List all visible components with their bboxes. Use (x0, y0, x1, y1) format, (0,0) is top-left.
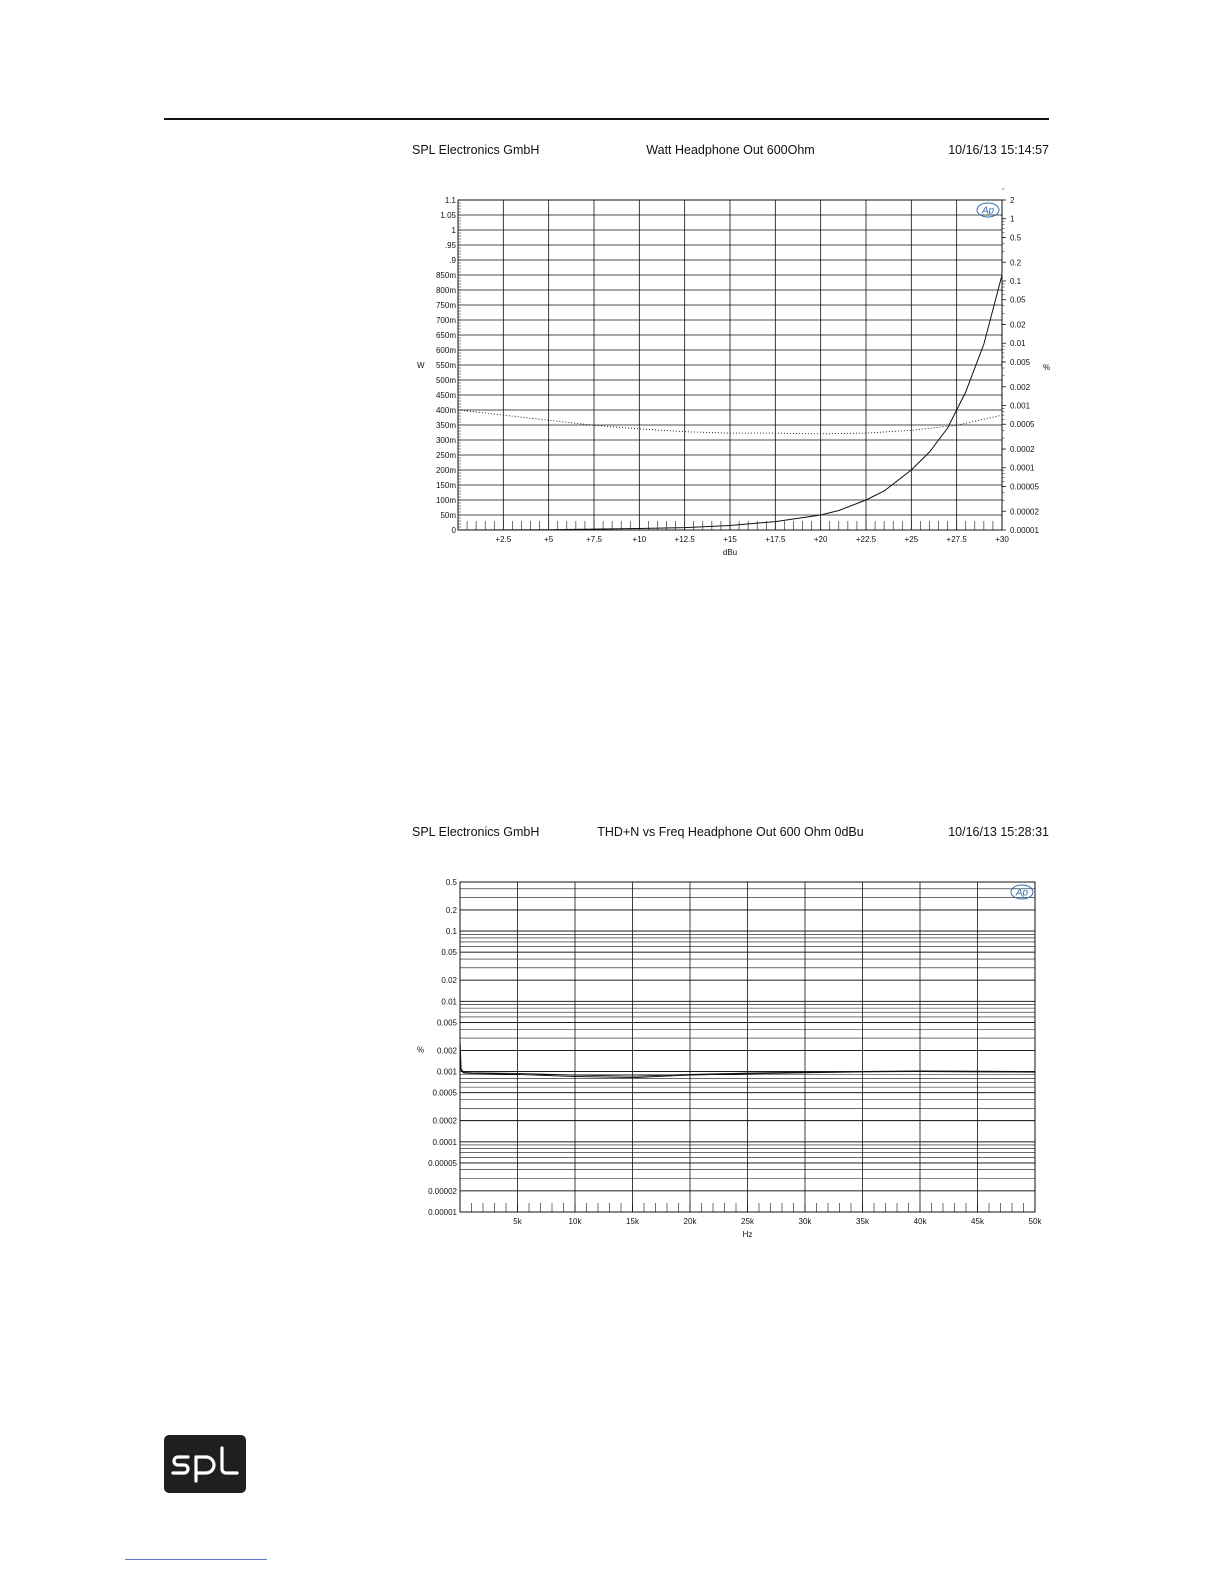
y-tick-label: 0.0005 (432, 1088, 457, 1098)
y-right-tick-label: 0.00002 (1010, 507, 1039, 517)
y-tick-label: 100m (435, 496, 456, 505)
y-right-tick-label: 0.001 (1010, 401, 1031, 411)
y-tick-label: 0.002 (436, 1046, 457, 1056)
x-tick-label: +10 (632, 535, 647, 544)
y-tick-label: 0.02 (441, 976, 457, 986)
spl-logo-mark (164, 1435, 246, 1493)
x-tick-label: +12.5 (674, 535, 695, 544)
y-right-tick-label: 0.0001 (1010, 463, 1035, 473)
thdn-freq-chart (400, 870, 1060, 1250)
y-right-tick-label: 0.2 (1010, 258, 1022, 268)
y-tick-label: 0.01 (441, 997, 457, 1007)
y-tick-label: 800m (435, 286, 456, 295)
y-tick-label: 1.05 (440, 211, 456, 220)
y-right-tick-label: 0.00001 (1010, 526, 1039, 535)
y-right-tick-label: 0.02 (1010, 320, 1026, 330)
y-tick-label: 750m (435, 301, 456, 310)
y-tick-label: 500m (435, 376, 456, 385)
y-tick-label: 850m (435, 271, 456, 280)
chart1-header (412, 143, 1049, 161)
watt-chart (400, 188, 1060, 568)
x-tick-label: 50k (1028, 1217, 1042, 1226)
y-tick-label: 0.2 (445, 905, 457, 915)
y-right-tick-label: 0.01 (1010, 339, 1026, 349)
y-right-tick-label: 0.002 (1010, 382, 1031, 392)
y-right-tick-label: 0.005 (1010, 357, 1031, 367)
chart2-title: THD+N vs Freq Headphone Out 600 Ohm 0dBu (597, 825, 864, 839)
y-right-tick-label: 0.5 (1010, 233, 1022, 243)
y-tick-label: 0 (451, 526, 456, 535)
ap-badge-text: Ap (981, 205, 995, 217)
x-tick-label: +22.5 (855, 535, 877, 544)
y-axis-label: % (417, 1045, 425, 1055)
y-tick-label: 0.1 (445, 927, 457, 937)
y-tick-label: 1.1 (444, 196, 456, 205)
y-tick-label: 0.00005 (428, 1158, 457, 1168)
x-tick-label: +2.5 (495, 535, 512, 544)
y-tick-label: .95 (444, 241, 456, 250)
y-tick-label: 0.05 (441, 948, 457, 958)
x-tick-label: 25k (741, 1217, 754, 1226)
chart2-company: SPL Electronics GmbH (412, 825, 540, 839)
y-tick-label: 0.001 (436, 1067, 457, 1077)
y-right-tick-label: 0.0005 (1010, 420, 1035, 430)
chart1-timestamp: 10/16/13 15:14:57 (948, 143, 1049, 157)
y-tick-label: .9 (449, 256, 456, 265)
y-tick-label: 650m (435, 331, 456, 340)
y-tick-label: 1 (451, 226, 456, 235)
ap-badge-text: Ap (1015, 887, 1029, 899)
x-tick-label: +17.5 (765, 535, 786, 544)
x-tick-label: +25 (904, 535, 919, 544)
chart2-timestamp: 10/16/13 15:28:31 (948, 825, 1049, 839)
y-tick-label: 200m (435, 466, 456, 475)
y-tick-label: 50m (440, 511, 456, 520)
y-right-tick-label: 0.00005 (1010, 482, 1039, 492)
y-tick-label: 150m (435, 481, 456, 490)
top-rule (164, 118, 1049, 120)
y-right-tick-label: 0.05 (1010, 295, 1026, 305)
chart1-company: SPL Electronics GmbH (412, 143, 540, 157)
y-tick-label: 450m (435, 391, 456, 400)
chart1-title: Watt Headphone Out 600Ohm (646, 143, 815, 157)
spl-logo (164, 1435, 246, 1493)
ap-badge (977, 203, 999, 217)
x-tick-label: 15k (626, 1217, 639, 1226)
y-tick-label: 700m (435, 316, 456, 325)
y-tick-label: 0.00002 (428, 1186, 457, 1196)
x-tick-label: 5k (513, 1217, 522, 1226)
y-right-tick-label: 2 (1010, 196, 1015, 205)
x-tick-label: 35k (856, 1217, 869, 1226)
y-right-tick-label: 0.0002 (1010, 445, 1035, 455)
y-tick-label: 550m (435, 361, 456, 370)
x-axis-label: dBu (722, 548, 738, 557)
x-tick-label: 10k (568, 1217, 582, 1226)
y-right-axis-label: % (1043, 363, 1051, 372)
y-right-tick-label: 0.1 (1010, 276, 1022, 286)
y-tick-label: 0.0002 (432, 1116, 457, 1126)
x-tick-label: +20 (813, 535, 828, 544)
x-tick-label: 45k (971, 1217, 984, 1226)
chart2-header (412, 825, 1049, 843)
y-tick-label: 600m (435, 346, 456, 355)
x-tick-label: +5 (544, 535, 554, 544)
x-tick-label: 30k (798, 1217, 812, 1226)
x-axis-label: Hz (742, 1230, 753, 1239)
x-tick-label: +15 (723, 535, 737, 544)
y-axis-label: W (417, 361, 425, 370)
y-tick-label: 300m (435, 436, 456, 445)
x-tick-label: 40k (913, 1217, 927, 1226)
y-tick-label: 0.00001 (428, 1208, 457, 1217)
y-tick-label: 400m (435, 406, 456, 415)
chart2-grid (460, 882, 1035, 1212)
y-tick-label: 350m (435, 421, 456, 430)
x-tick-label: +7.5 (586, 535, 602, 544)
x-tick-label: +27.5 (946, 535, 967, 544)
chart1-grid (458, 200, 1002, 530)
y-right-tick-label: 1 (1010, 214, 1015, 224)
x-tick-label: +30 (995, 535, 1009, 544)
y-tick-label: 0.0001 (432, 1137, 457, 1147)
footer-link-underline (125, 1559, 267, 1560)
y-tick-label: 0.5 (445, 878, 457, 887)
y-tick-label: 250m (435, 451, 456, 460)
y-tick-label: 0.005 (436, 1018, 457, 1028)
ap-badge (1011, 885, 1033, 899)
x-tick-label: 20k (683, 1217, 697, 1226)
